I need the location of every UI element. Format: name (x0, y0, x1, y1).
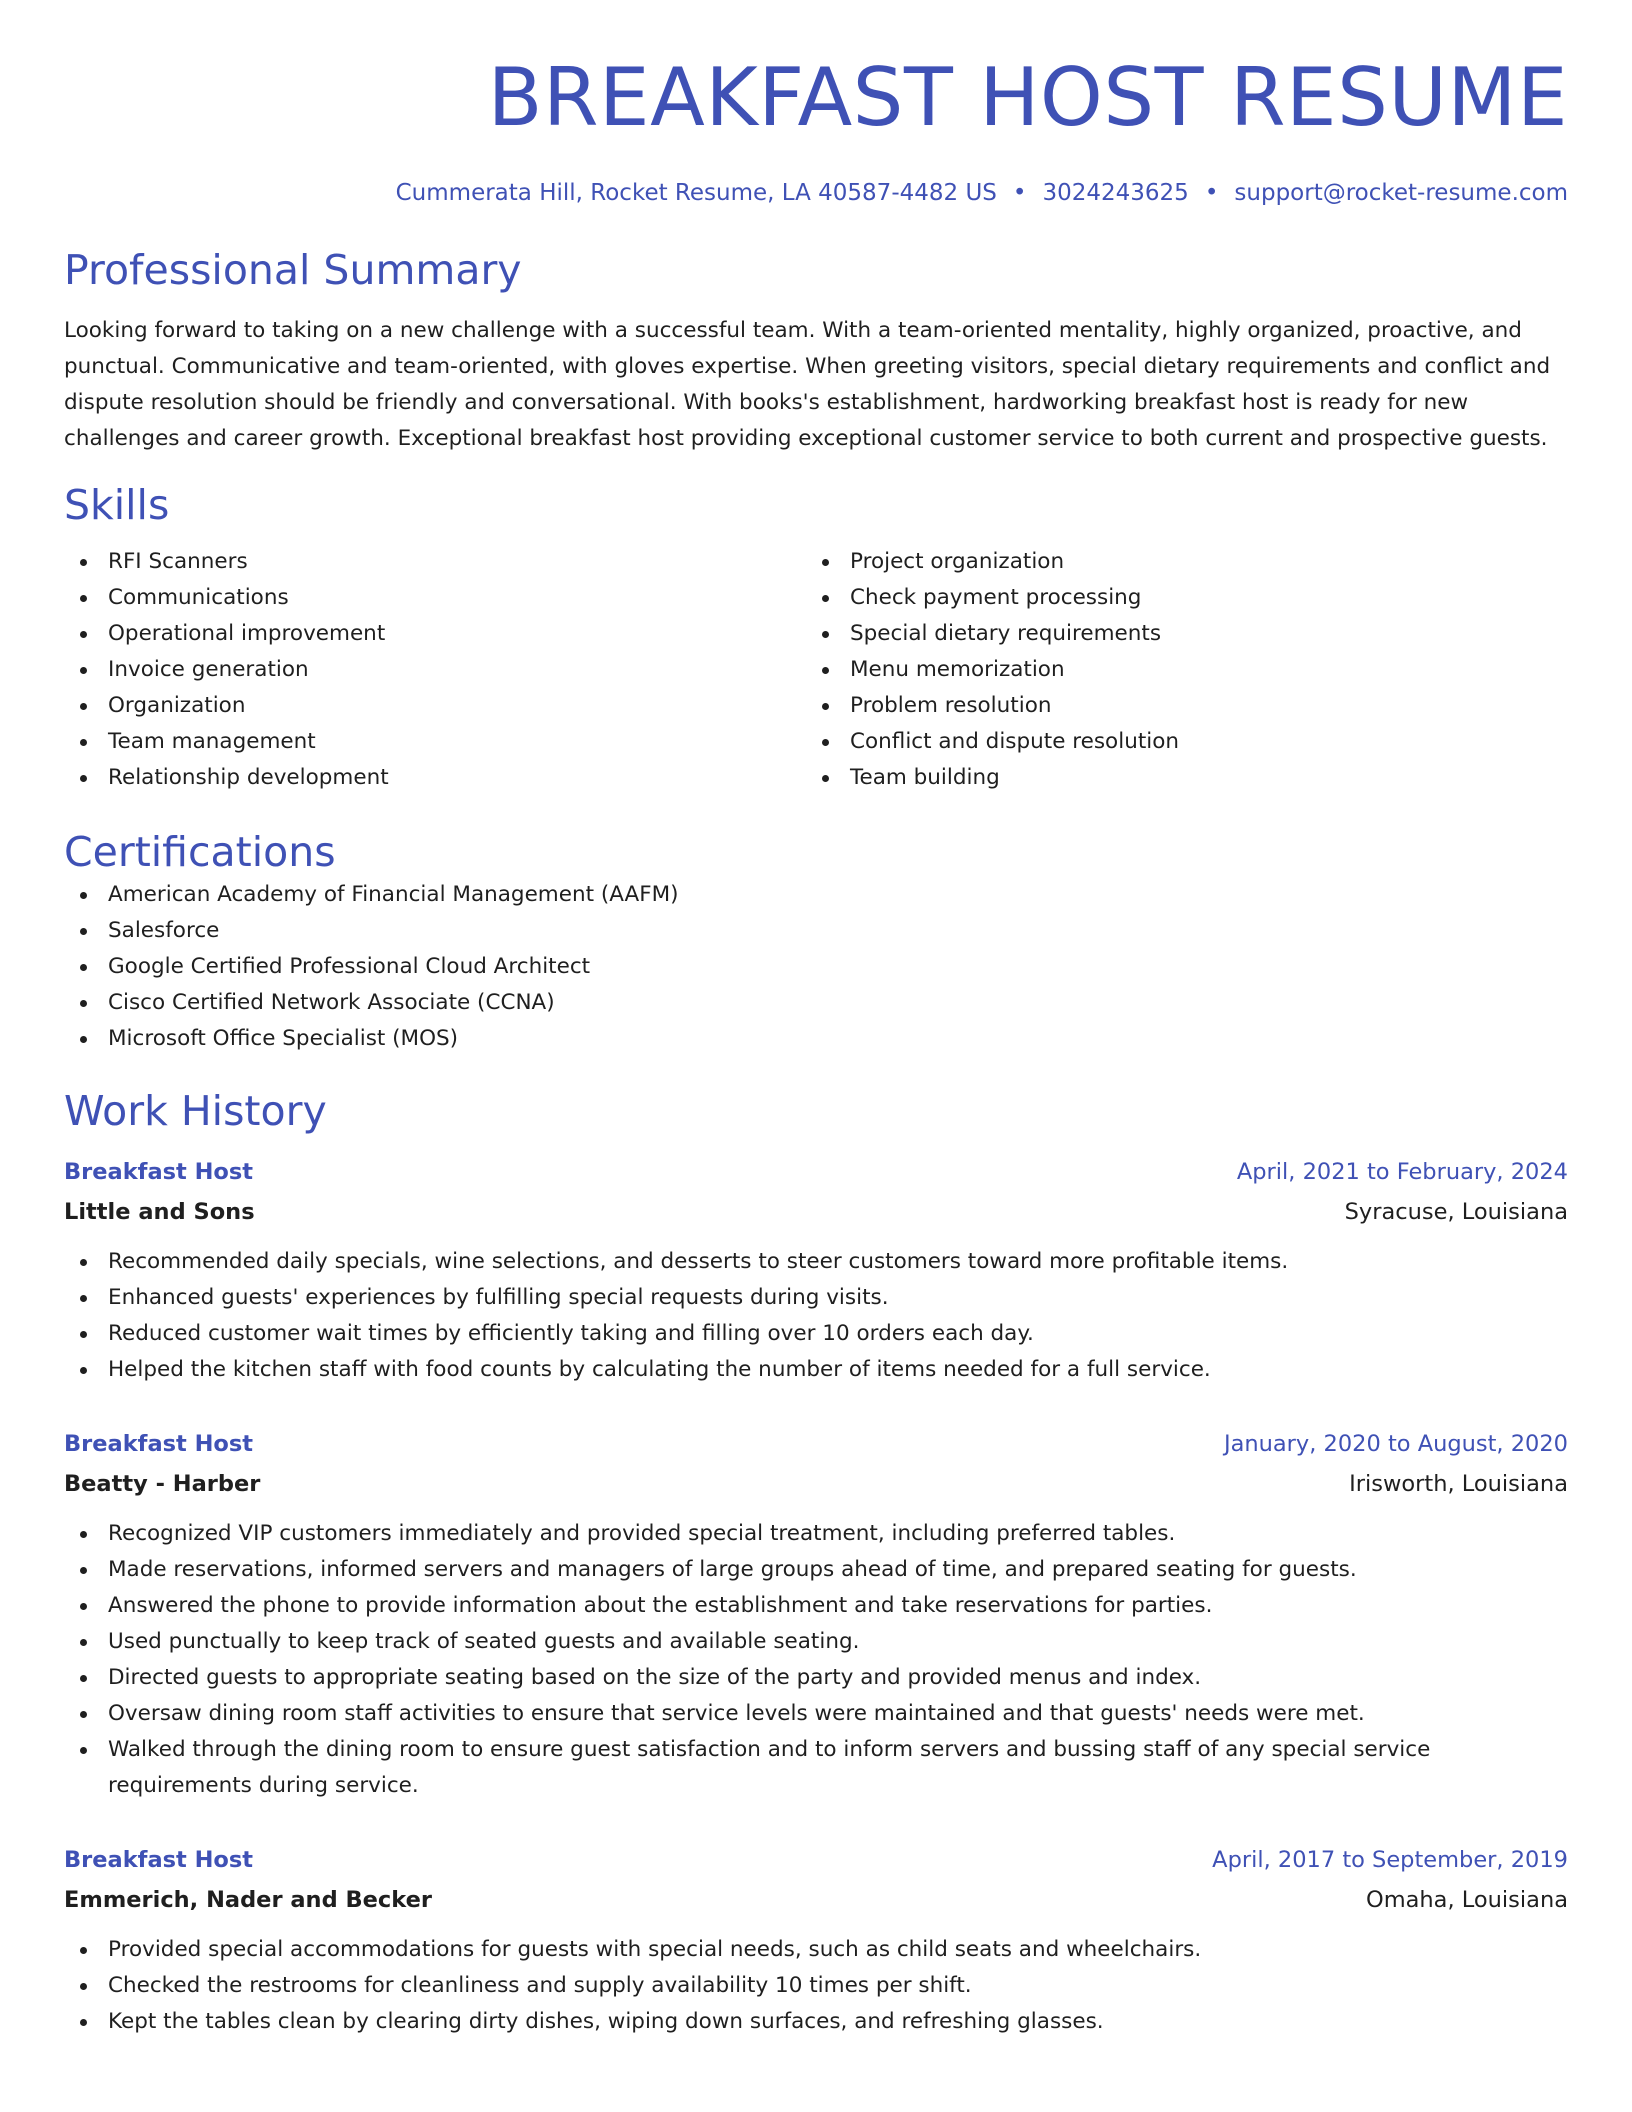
job-subheader-row (64, 1878, 1568, 1918)
job-title: Breakfast Host (64, 1159, 254, 1186)
skills-left-column (64, 544, 806, 796)
job-dates: April, 2017 to September, 2019 (1212, 1847, 1568, 1874)
job-dates: January, 2020 to August, 2020 (1223, 1431, 1568, 1458)
job-entry (64, 1154, 1568, 1388)
skill-item: Menu memorization (806, 652, 1548, 688)
job-company: Little and Sons (64, 1199, 255, 1226)
contact-phone: 3024243625 (1042, 180, 1189, 206)
skill-item: Check payment processing (806, 580, 1548, 616)
contact-line (64, 180, 1568, 208)
resume-title: BREAKFAST HOST RESUME (487, 51, 1568, 144)
job-bullets (64, 1516, 1568, 1804)
job-subheader-row (64, 1190, 1568, 1230)
work-history-heading: Work History (64, 1087, 327, 1136)
certifications-heading: Certifications (64, 827, 336, 876)
skill-item: Communications (64, 580, 806, 616)
job-bullet: Directed guests to appropriate seating based on the size of the party and provided menus and index. (64, 1660, 1568, 1696)
skill-item: Operational improvement (64, 616, 806, 652)
contact-separator: • (1204, 180, 1219, 206)
job-entry (64, 1426, 1568, 1804)
skill-item: Invoice generation (64, 652, 806, 688)
skill-item: Conflict and dispute resolution (806, 724, 1548, 760)
skills-section (64, 481, 1568, 796)
skill-item: Organization (64, 688, 806, 724)
certification-item: Microsoft Office Specialist (MOS) (64, 1021, 1568, 1057)
job-header-row (64, 1426, 1568, 1462)
skill-item: Project organization (806, 544, 1548, 580)
job-bullet: Kept the tables clean by clearing dirty dishes, wiping down surfaces, and refreshing glasses. (64, 2004, 1568, 2040)
job-bullets (64, 1932, 1568, 2040)
job-bullets (64, 1244, 1568, 1388)
certification-item: Salesforce (64, 913, 1568, 949)
contact-address: Cummerata Hill, Rocket Resume, LA 40587-4482 US (395, 180, 997, 206)
job-dates: April, 2021 to February, 2024 (1236, 1159, 1568, 1186)
job-bullet: Helped the kitchen staff with food counts by calculating the number of items needed for a full service. (64, 1352, 1568, 1388)
job-subheader-row (64, 1462, 1568, 1502)
skills-grid (64, 544, 1568, 796)
work-history-section (64, 1087, 1568, 2040)
summary-section (64, 246, 1568, 457)
job-company: Beatty - Harber (64, 1471, 261, 1498)
contact-email[interactable]: support@rocket-resume.com (1234, 180, 1568, 206)
job-entry (64, 1842, 1568, 2040)
skill-item: Team management (64, 724, 806, 760)
job-bullet: Provided special accommodations for guests with special needs, such as child seats and wheelchairs. (64, 1932, 1568, 1968)
certification-item: Google Certified Professional Cloud Architect (64, 949, 1568, 985)
skills-right-column (806, 544, 1548, 796)
job-bullet: Used punctually to keep track of seated guests and available seating. (64, 1624, 1568, 1660)
contact-separator: • (1012, 180, 1027, 206)
job-title: Breakfast Host (64, 1431, 254, 1458)
job-location: Omaha, Louisiana (1366, 1887, 1568, 1914)
summary-text: Looking forward to taking on a new challenge with a successful team. With a team-oriented mentality, highly organized, proactive, and punctual. Communicative and team-oriented, with gloves expertise. When greeting visitors, special dietary requirements and conflict and dispute resolution should be friendly and conversational. With books's establishment, hardworking breakfast host is ready for new challenges and career growth. Exceptional breakfast host providing exceptional customer service to both current and prospective guests. (64, 317, 1551, 451)
certifications-section (64, 828, 1568, 1057)
job-bullet: Recommended daily specials, wine selections, and desserts to steer customers toward more profitable items. (64, 1244, 1568, 1280)
job-bullet: Enhanced guests' experiences by fulfilling special requests during visits. (64, 1280, 1568, 1316)
job-location: Irisworth, Louisiana (1349, 1471, 1568, 1498)
job-bullet: Made reservations, informed servers and managers of large groups ahead of time, and prepared seating for guests. (64, 1552, 1568, 1588)
job-bullet: Recognized VIP customers immediately and provided special treatment, including preferred tables. (64, 1516, 1568, 1552)
job-header-row (64, 1842, 1568, 1878)
job-location: Syracuse, Louisiana (1344, 1199, 1568, 1226)
skill-item: Problem resolution (806, 688, 1548, 724)
skill-item: Relationship development (64, 760, 806, 796)
job-bullet: Walked through the dining room to ensure guest satisfaction and to inform servers and bussing staff of any special service requirements during service. (64, 1732, 1568, 1804)
skill-item: Special dietary requirements (806, 616, 1548, 652)
job-company: Emmerich, Nader and Becker (64, 1887, 432, 1914)
job-bullet: Answered the phone to provide information about the establishment and take reservations for parties. (64, 1588, 1568, 1624)
certifications-list (64, 877, 1568, 1057)
skills-heading: Skills (64, 480, 170, 529)
certification-item: Cisco Certified Network Associate (CCNA) (64, 985, 1568, 1021)
job-bullet: Checked the restrooms for cleanliness and supply availability 10 times per shift. (64, 1968, 1568, 2004)
skill-item: RFI Scanners (64, 544, 806, 580)
job-bullet: Reduced customer wait times by efficiently taking and filling over 10 orders each day. (64, 1316, 1568, 1352)
certification-item: American Academy of Financial Management (AAFM) (64, 877, 1568, 913)
summary-heading: Professional Summary (64, 245, 522, 294)
job-header-row (64, 1154, 1568, 1190)
skill-item: Team building (806, 760, 1548, 796)
job-bullet: Oversaw dining room staff activities to ensure that service levels were maintained and that guests' needs were met. (64, 1696, 1568, 1732)
job-title: Breakfast Host (64, 1847, 254, 1874)
